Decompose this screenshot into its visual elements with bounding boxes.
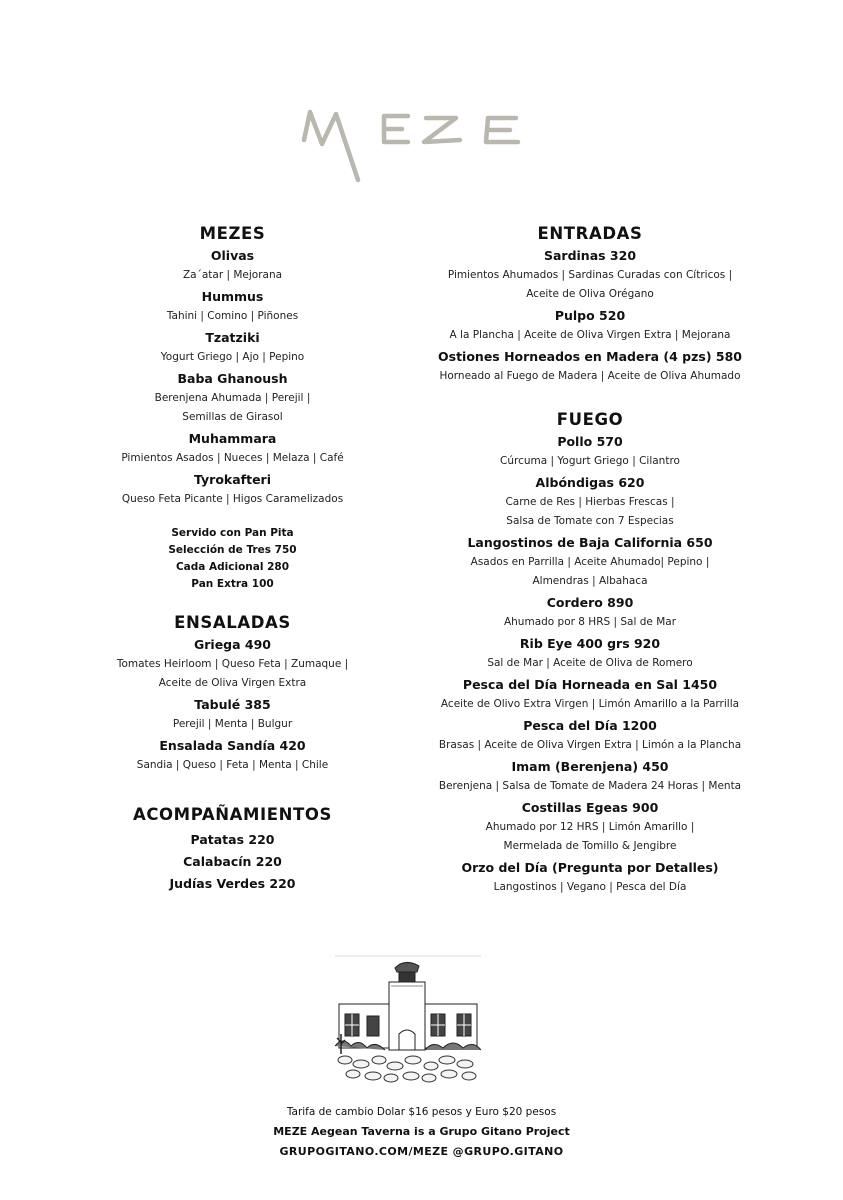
- ensaladas-section: [100, 613, 365, 775]
- item-desc: Tomates Heirloom | Queso Feta | Zumaque |: [116, 658, 349, 670]
- acompanamientos-section: [100, 805, 365, 895]
- item-desc: Tahini | Comino | Piñones: [166, 310, 299, 322]
- item-desc: Yogurt Griego | Ajo | Pepino: [160, 351, 305, 363]
- item-name: Imam (Berenjena) 450: [511, 759, 669, 774]
- mezes-notes: [100, 525, 365, 593]
- item-name: Langostinos de Baja California 650: [467, 535, 713, 550]
- menu-item: [430, 595, 750, 632]
- side-item: Patatas 220: [190, 832, 275, 847]
- item-desc: Berenjena Ahumada | Perejil |: [154, 392, 311, 404]
- menu-item: [430, 308, 750, 345]
- project-credit: MEZE Aegean Taverna is a Grupo Gitano Project: [273, 1125, 570, 1138]
- item-desc: Ahumado por 8 HRS | Sal de Mar: [503, 616, 677, 628]
- item-name: Tabulé 385: [194, 697, 271, 712]
- menu-item: [100, 248, 365, 285]
- item-name: Pulpo 520: [554, 308, 626, 323]
- item-desc: Horneado al Fuego de Madera | Aceite de Oliva Ahumado: [439, 370, 741, 382]
- exchange-rate-note: Tarifa de cambio Dolar $16 pesos y Euro $20 pesos: [286, 1106, 557, 1118]
- right-column: [430, 224, 750, 901]
- item-name: Sardinas 320: [543, 248, 637, 263]
- website-social-link[interactable]: GRUPOGITANO.COM/MEZE @GRUPO.GITANO: [279, 1145, 564, 1158]
- menu-item: [430, 248, 750, 304]
- item-name: Pesca del Día Horneada en Sal 1450: [462, 677, 718, 692]
- meze-logo: [296, 104, 526, 188]
- item-name: Ostiones Horneados en Madera (4 pzs) 580: [438, 349, 742, 364]
- fuego-section: [430, 410, 750, 897]
- item-name: Orzo del Día (Pregunta por Detalles): [461, 860, 719, 875]
- item-desc: Berenjena | Salsa de Tomate de Madera 24 Horas | Menta: [438, 780, 742, 792]
- item-name: Ensalada Sandía 420: [159, 738, 306, 753]
- item-name: Albóndigas 620: [535, 475, 645, 490]
- footer: [190, 1102, 653, 1162]
- item-desc: Salsa de Tomate con 7 Especias: [506, 515, 674, 527]
- item-desc: Ahumado por 12 HRS | Limón Amarillo |: [485, 821, 695, 833]
- section-title-entradas: ENTRADAS: [537, 224, 643, 243]
- menu-item: [430, 759, 750, 796]
- item-name: Costillas Egeas 900: [521, 800, 659, 815]
- entradas-section: [430, 224, 750, 386]
- item-desc: Pimientos Ahumados | Sardinas Curadas con Cítricos |: [447, 269, 733, 281]
- item-desc: Brasas | Aceite de Oliva Virgen Extra | Limón a la Plancha: [438, 739, 742, 751]
- item-desc: Asados en Parrilla | Aceite Ahumado| Pepino |: [470, 556, 710, 568]
- left-column: [100, 224, 365, 895]
- menu-item: [100, 738, 365, 775]
- menu-item: [100, 289, 365, 326]
- item-desc: Carne de Res | Hierbas Frescas |: [505, 496, 675, 508]
- note-line: Selección de Tres 750: [168, 544, 297, 556]
- item-name: Cordero 890: [546, 595, 634, 610]
- section-title-fuego: FUEGO: [556, 410, 624, 429]
- item-desc: Mermelada de Tomillo & Jengibre: [503, 840, 677, 852]
- menu-item: [100, 637, 365, 693]
- menu-item: [430, 860, 750, 897]
- item-desc: Queso Feta Picante | Higos Caramelizados: [121, 493, 344, 505]
- menu-item: [430, 349, 750, 386]
- item-name: Pesca del Día 1200: [523, 718, 657, 733]
- menu-item: [430, 677, 750, 714]
- item-desc: Sandia | Queso | Feta | Menta | Chile: [136, 759, 329, 771]
- item-desc: Langostinos | Vegano | Pesca del Día: [493, 881, 687, 893]
- note-line: Cada Adicional 280: [175, 561, 290, 573]
- section-title-mezes: MEZES: [199, 224, 266, 243]
- item-desc: Za´atar | Mejorana: [182, 269, 283, 281]
- item-desc: Pimientos Asados | Nueces | Melaza | Café: [121, 452, 344, 464]
- item-name: Baba Ghanoush: [177, 371, 288, 386]
- item-name: Tzatziki: [205, 330, 260, 345]
- note-line: Pan Extra 100: [191, 578, 274, 590]
- menu-item: [100, 330, 365, 367]
- section-title-acompanamientos: ACOMPAÑAMIENTOS: [132, 805, 333, 824]
- item-desc: Perejil | Menta | Bulgur: [172, 718, 293, 730]
- taverna-drawing: [333, 954, 483, 1086]
- side-item: Judías Verdes 220: [169, 876, 296, 891]
- menu-item: [430, 636, 750, 673]
- menu-item: [430, 535, 750, 591]
- menu-item: [430, 800, 750, 856]
- item-name: Pollo 570: [557, 434, 623, 449]
- item-name: Muhammara: [188, 431, 277, 446]
- note-line: Servido con Pan Pita: [171, 527, 294, 539]
- item-name: Olivas: [210, 248, 255, 263]
- menu-item: [100, 472, 365, 509]
- menu-item: [100, 431, 365, 468]
- item-desc: Almendras | Albahaca: [532, 575, 648, 587]
- item-desc: Aceite de Olivo Extra Virgen | Limón Amarillo a la Parrilla: [440, 698, 740, 710]
- item-desc: Aceite de Oliva Virgen Extra: [158, 677, 307, 689]
- item-desc: Aceite de Oliva Orégano: [526, 288, 654, 300]
- menu-item: [430, 434, 750, 471]
- item-name: Griega 490: [193, 637, 271, 652]
- item-name: Tyrokafteri: [193, 472, 272, 487]
- menu-item: [100, 697, 365, 734]
- item-name: Hummus: [201, 289, 264, 304]
- menu-item: [430, 475, 750, 531]
- item-desc: A la Plancha | Aceite de Oliva Virgen Extra | Mejorana: [449, 329, 731, 341]
- menu-item: [430, 718, 750, 755]
- section-title-ensaladas: ENSALADAS: [174, 613, 291, 632]
- item-desc: Sal de Mar | Aceite de Oliva de Romero: [487, 657, 693, 669]
- side-item: Calabacín 220: [183, 854, 282, 869]
- item-desc: Cúrcuma | Yogurt Griego | Cilantro: [500, 455, 680, 467]
- item-name: Rib Eye 400 grs 920: [519, 636, 661, 651]
- item-desc: Semillas de Girasol: [182, 411, 283, 423]
- mezes-section: [100, 224, 365, 593]
- menu-item: [100, 371, 365, 427]
